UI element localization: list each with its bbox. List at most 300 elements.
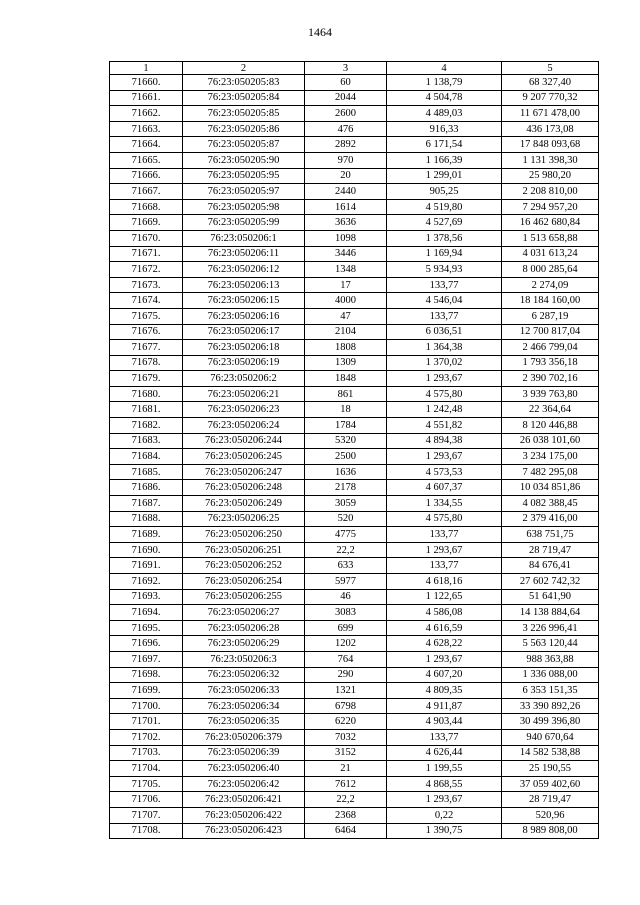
row-number-cell: 71697.	[110, 651, 183, 667]
area-cell: 476	[305, 121, 387, 137]
row-number-cell: 71664.	[110, 137, 183, 153]
row-number-cell: 71674.	[110, 293, 183, 309]
area-cell: 2368	[305, 807, 387, 823]
cadastral-value-cell: 28 719,47	[502, 792, 599, 808]
specific-value-cell: 133,77	[387, 527, 502, 543]
cadastral-number-cell: 76:23:050206:247	[183, 464, 305, 480]
specific-value-cell: 4 504,78	[387, 90, 502, 106]
table-row	[110, 168, 599, 184]
table-row	[110, 324, 599, 340]
column-header-3: 3	[305, 62, 387, 75]
area-cell: 1848	[305, 371, 387, 387]
row-number-cell: 71679.	[110, 371, 183, 387]
specific-value-cell: 1 138,79	[387, 75, 502, 91]
specific-value-cell: 1 370,02	[387, 355, 502, 371]
cadastral-number-cell: 76:23:050205:87	[183, 137, 305, 153]
specific-value-cell: 1 122,65	[387, 589, 502, 605]
row-number-cell: 71682.	[110, 418, 183, 434]
cadastral-number-cell: 76:23:050205:99	[183, 215, 305, 231]
table-row	[110, 558, 599, 574]
area-cell: 970	[305, 152, 387, 168]
cadastral-number-cell: 76:23:050206:254	[183, 574, 305, 590]
area-cell: 699	[305, 620, 387, 636]
table-row	[110, 574, 599, 590]
column-header-5: 5	[502, 62, 599, 75]
row-number-cell: 71693.	[110, 589, 183, 605]
table-row	[110, 90, 599, 106]
row-number-cell: 71686.	[110, 480, 183, 496]
cadastral-number-cell: 76:23:050206:244	[183, 433, 305, 449]
cadastral-value-cell: 1 793 356,18	[502, 355, 599, 371]
cadastral-number-cell: 76:23:050205:85	[183, 106, 305, 122]
area-cell: 22,2	[305, 542, 387, 558]
area-cell: 6464	[305, 823, 387, 839]
cadastral-value-cell: 638 751,75	[502, 527, 599, 543]
table-header	[110, 62, 599, 75]
area-cell: 4775	[305, 527, 387, 543]
area-cell: 1309	[305, 355, 387, 371]
cadastral-value-cell: 4 031 613,24	[502, 246, 599, 262]
area-cell: 7612	[305, 776, 387, 792]
specific-value-cell: 133,77	[387, 729, 502, 745]
area-cell: 17	[305, 277, 387, 293]
cadastral-number-cell: 76:23:050205:97	[183, 184, 305, 200]
cadastral-number-cell: 76:23:050205:84	[183, 90, 305, 106]
cadastral-number-cell: 76:23:050206:3	[183, 651, 305, 667]
table-row	[110, 511, 599, 527]
row-number-cell: 71703.	[110, 745, 183, 761]
specific-value-cell: 916,33	[387, 121, 502, 137]
cadastral-number-cell: 76:23:050205:90	[183, 152, 305, 168]
table-row	[110, 262, 599, 278]
table-row	[110, 402, 599, 418]
cadastral-value-cell: 8 000 285,64	[502, 262, 599, 278]
table-row	[110, 807, 599, 823]
cadastral-value-cell: 25 980,20	[502, 168, 599, 184]
table-row	[110, 106, 599, 122]
cadastral-value-cell: 6 287,19	[502, 308, 599, 324]
specific-value-cell: 4 809,35	[387, 683, 502, 699]
specific-value-cell: 4 586,08	[387, 605, 502, 621]
row-number-cell: 71688.	[110, 511, 183, 527]
area-cell: 20	[305, 168, 387, 184]
specific-value-cell: 4 903,44	[387, 714, 502, 730]
table-body	[110, 75, 599, 839]
cadastral-number-cell: 76:23:050206:29	[183, 636, 305, 652]
cadastral-number-cell: 76:23:050206:11	[183, 246, 305, 262]
cadastral-value-cell: 33 390 892,26	[502, 698, 599, 714]
cadastral-number-cell: 76:23:050206:24	[183, 418, 305, 434]
area-cell: 6220	[305, 714, 387, 730]
row-number-cell: 71681.	[110, 402, 183, 418]
row-number-cell: 71680.	[110, 386, 183, 402]
cadastral-value-cell: 51 641,90	[502, 589, 599, 605]
cadastral-number-cell: 76:23:050206:27	[183, 605, 305, 621]
specific-value-cell: 1 299,01	[387, 168, 502, 184]
cadastral-number-cell: 76:23:050206:2	[183, 371, 305, 387]
row-number-cell: 71670.	[110, 230, 183, 246]
cadastral-value-cell: 25 190,55	[502, 761, 599, 777]
cadastral-value-cell: 26 038 101,60	[502, 433, 599, 449]
row-number-cell: 71683.	[110, 433, 183, 449]
specific-value-cell: 1 390,75	[387, 823, 502, 839]
row-number-cell: 71690.	[110, 542, 183, 558]
cadastral-number-cell: 76:23:050206:421	[183, 792, 305, 808]
row-number-cell: 71689.	[110, 527, 183, 543]
cadastral-value-cell: 10 034 851,86	[502, 480, 599, 496]
cadastral-value-cell: 27 602 742,32	[502, 574, 599, 590]
area-cell: 21	[305, 761, 387, 777]
row-number-cell: 71660.	[110, 75, 183, 91]
cadastral-value-cell: 940 670,64	[502, 729, 599, 745]
cadastral-value-cell: 14 582 538,88	[502, 745, 599, 761]
row-number-cell: 71672.	[110, 262, 183, 278]
cadastral-number-cell: 76:23:050205:83	[183, 75, 305, 91]
table-row	[110, 199, 599, 215]
table-row	[110, 137, 599, 153]
area-cell: 1348	[305, 262, 387, 278]
table-row	[110, 714, 599, 730]
area-cell: 3152	[305, 745, 387, 761]
cadastral-number-cell: 76:23:050206:379	[183, 729, 305, 745]
cadastral-value-cell: 3 226 996,41	[502, 620, 599, 636]
cadastral-value-cell: 1 336 088,00	[502, 667, 599, 683]
table-row	[110, 698, 599, 714]
cadastral-number-cell: 76:23:050206:40	[183, 761, 305, 777]
specific-value-cell: 4 607,37	[387, 480, 502, 496]
area-cell: 1636	[305, 464, 387, 480]
cadastral-number-cell: 76:23:050206:422	[183, 807, 305, 823]
specific-value-cell: 4 575,80	[387, 511, 502, 527]
cadastral-value-cell: 14 138 884,64	[502, 605, 599, 621]
table-row	[110, 527, 599, 543]
row-number-cell: 71665.	[110, 152, 183, 168]
table-row	[110, 449, 599, 465]
row-number-cell: 71692.	[110, 574, 183, 590]
row-number-cell: 71695.	[110, 620, 183, 636]
area-cell: 520	[305, 511, 387, 527]
column-header-4: 4	[387, 62, 502, 75]
specific-value-cell: 4 911,87	[387, 698, 502, 714]
specific-value-cell: 133,77	[387, 277, 502, 293]
specific-value-cell: 5 934,93	[387, 262, 502, 278]
specific-value-cell: 4 894,38	[387, 433, 502, 449]
row-number-cell: 71663.	[110, 121, 183, 137]
row-number-cell: 71667.	[110, 184, 183, 200]
cadastral-number-cell: 76:23:050206:13	[183, 277, 305, 293]
cadastral-number-cell: 76:23:050206:252	[183, 558, 305, 574]
cadastral-number-cell: 76:23:050206:34	[183, 698, 305, 714]
specific-value-cell: 4 626,44	[387, 745, 502, 761]
cadastral-value-cell: 17 848 093,68	[502, 137, 599, 153]
cadastral-value-cell: 2 208 810,00	[502, 184, 599, 200]
row-number-cell: 71694.	[110, 605, 183, 621]
row-number-cell: 71700.	[110, 698, 183, 714]
area-cell: 1808	[305, 340, 387, 356]
row-number-cell: 71696.	[110, 636, 183, 652]
area-cell: 861	[305, 386, 387, 402]
table-row	[110, 293, 599, 309]
cadastral-value-cell: 9 207 770,32	[502, 90, 599, 106]
area-cell: 2044	[305, 90, 387, 106]
table-row	[110, 683, 599, 699]
specific-value-cell: 1 293,67	[387, 651, 502, 667]
cadastral-value-cell: 30 499 396,80	[502, 714, 599, 730]
cadastral-value-cell: 22 364,64	[502, 402, 599, 418]
specific-value-cell: 1 293,67	[387, 792, 502, 808]
table-row	[110, 745, 599, 761]
row-number-cell: 71699.	[110, 683, 183, 699]
cadastral-value-cell: 520,96	[502, 807, 599, 823]
cadastral-value-cell: 436 173,08	[502, 121, 599, 137]
area-cell: 18	[305, 402, 387, 418]
area-cell: 6798	[305, 698, 387, 714]
specific-value-cell: 1 378,56	[387, 230, 502, 246]
cadastral-number-cell: 76:23:050206:19	[183, 355, 305, 371]
table-row	[110, 729, 599, 745]
area-cell: 2104	[305, 324, 387, 340]
cadastral-number-cell: 76:23:050205:95	[183, 168, 305, 184]
cadastral-value-cell: 18 184 160,00	[502, 293, 599, 309]
cadastral-number-cell: 76:23:050206:255	[183, 589, 305, 605]
row-number-cell: 71707.	[110, 807, 183, 823]
cadastral-number-cell: 76:23:050206:28	[183, 620, 305, 636]
table-row	[110, 418, 599, 434]
cadastral-value-cell: 8 120 446,88	[502, 418, 599, 434]
cadastral-value-cell: 16 462 680,84	[502, 215, 599, 231]
table-row	[110, 792, 599, 808]
cadastral-number-cell: 76:23:050206:42	[183, 776, 305, 792]
table-row	[110, 75, 599, 91]
row-number-cell: 71662.	[110, 106, 183, 122]
cadastral-value-cell: 7 482 295,08	[502, 464, 599, 480]
table-row	[110, 620, 599, 636]
table-row	[110, 152, 599, 168]
specific-value-cell: 0,22	[387, 807, 502, 823]
table-row	[110, 776, 599, 792]
row-number-cell: 71671.	[110, 246, 183, 262]
table-row	[110, 308, 599, 324]
cadastral-number-cell: 76:23:050206:248	[183, 480, 305, 496]
row-number-cell: 71668.	[110, 199, 183, 215]
specific-value-cell: 1 169,94	[387, 246, 502, 262]
area-cell: 2178	[305, 480, 387, 496]
specific-value-cell: 1 364,38	[387, 340, 502, 356]
cadastral-value-cell: 2 390 702,16	[502, 371, 599, 387]
row-number-cell: 71661.	[110, 90, 183, 106]
cadastral-number-cell: 76:23:050206:25	[183, 511, 305, 527]
row-number-cell: 71685.	[110, 464, 183, 480]
row-number-cell: 71669.	[110, 215, 183, 231]
cadastral-value-cell: 1 513 658,88	[502, 230, 599, 246]
cadastral-value-cell: 68 327,40	[502, 75, 599, 91]
cadastral-number-cell: 76:23:050206:15	[183, 293, 305, 309]
area-cell: 22,2	[305, 792, 387, 808]
page-number: 1464	[308, 25, 332, 39]
specific-value-cell: 1 166,39	[387, 152, 502, 168]
area-cell: 3446	[305, 246, 387, 262]
cadastral-number-cell: 76:23:050206:250	[183, 527, 305, 543]
cadastral-number-cell: 76:23:050206:39	[183, 745, 305, 761]
cadastral-value-cell: 6 353 151,35	[502, 683, 599, 699]
area-cell: 4000	[305, 293, 387, 309]
area-cell: 60	[305, 75, 387, 91]
table-row	[110, 246, 599, 262]
area-cell: 2440	[305, 184, 387, 200]
specific-value-cell: 4 868,55	[387, 776, 502, 792]
specific-value-cell: 133,77	[387, 308, 502, 324]
area-cell: 5977	[305, 574, 387, 590]
cadastral-number-cell: 76:23:050206:423	[183, 823, 305, 839]
cadastral-value-cell: 7 294 957,20	[502, 199, 599, 215]
area-cell: 5320	[305, 433, 387, 449]
column-header-1: 1	[110, 62, 183, 75]
row-number-cell: 71687.	[110, 496, 183, 512]
cadastral-number-cell: 76:23:050206:17	[183, 324, 305, 340]
specific-value-cell: 6 171,54	[387, 137, 502, 153]
column-header-2: 2	[183, 62, 305, 75]
table-row	[110, 184, 599, 200]
cadastral-value-cell: 37 059 402,60	[502, 776, 599, 792]
table-row	[110, 355, 599, 371]
cadastral-number-cell: 76:23:050205:98	[183, 199, 305, 215]
cadastral-value-table	[109, 61, 599, 839]
table-row	[110, 605, 599, 621]
specific-value-cell: 905,25	[387, 184, 502, 200]
table-row	[110, 761, 599, 777]
specific-value-cell: 133,77	[387, 558, 502, 574]
table-row	[110, 823, 599, 839]
table-row	[110, 651, 599, 667]
area-cell: 290	[305, 667, 387, 683]
specific-value-cell: 4 607,20	[387, 667, 502, 683]
row-number-cell: 71675.	[110, 308, 183, 324]
table-row	[110, 464, 599, 480]
table-row	[110, 386, 599, 402]
cadastral-number-cell: 76:23:050206:21	[183, 386, 305, 402]
cadastral-value-cell: 3 234 175,00	[502, 449, 599, 465]
area-cell: 1202	[305, 636, 387, 652]
table-row	[110, 340, 599, 356]
specific-value-cell: 4 618,16	[387, 574, 502, 590]
area-cell: 3059	[305, 496, 387, 512]
row-number-cell: 71704.	[110, 761, 183, 777]
area-cell: 1321	[305, 683, 387, 699]
specific-value-cell: 4 551,82	[387, 418, 502, 434]
area-cell: 2892	[305, 137, 387, 153]
table-row	[110, 215, 599, 231]
row-number-cell: 71673.	[110, 277, 183, 293]
table-row	[110, 636, 599, 652]
cadastral-value-cell: 2 466 799,04	[502, 340, 599, 356]
cadastral-value-cell: 11 671 478,00	[502, 106, 599, 122]
row-number-cell: 71676.	[110, 324, 183, 340]
specific-value-cell: 4 546,04	[387, 293, 502, 309]
cadastral-value-cell: 28 719,47	[502, 542, 599, 558]
header-row	[110, 62, 599, 75]
area-cell: 3083	[305, 605, 387, 621]
row-number-cell: 71708.	[110, 823, 183, 839]
table-row	[110, 480, 599, 496]
row-number-cell: 71701.	[110, 714, 183, 730]
area-cell: 2500	[305, 449, 387, 465]
cadastral-value-cell: 5 563 120,44	[502, 636, 599, 652]
cadastral-number-cell: 76:23:050206:249	[183, 496, 305, 512]
row-number-cell: 71691.	[110, 558, 183, 574]
cadastral-value-cell: 988 363,88	[502, 651, 599, 667]
table-row	[110, 371, 599, 387]
row-number-cell: 71666.	[110, 168, 183, 184]
cadastral-number-cell: 76:23:050206:251	[183, 542, 305, 558]
area-cell: 1784	[305, 418, 387, 434]
specific-value-cell: 1 293,67	[387, 449, 502, 465]
cadastral-number-cell: 76:23:050206:245	[183, 449, 305, 465]
row-number-cell: 71705.	[110, 776, 183, 792]
specific-value-cell: 1 242,48	[387, 402, 502, 418]
table-row	[110, 667, 599, 683]
cadastral-value-cell: 12 700 817,04	[502, 324, 599, 340]
row-number-cell: 71698.	[110, 667, 183, 683]
area-cell: 1098	[305, 230, 387, 246]
area-cell: 764	[305, 651, 387, 667]
cadastral-number-cell: 76:23:050206:16	[183, 308, 305, 324]
row-number-cell: 71702.	[110, 729, 183, 745]
specific-value-cell: 4 519,80	[387, 199, 502, 215]
cadastral-value-cell: 3 939 763,80	[502, 386, 599, 402]
table-row	[110, 121, 599, 137]
area-cell: 633	[305, 558, 387, 574]
area-cell: 3636	[305, 215, 387, 231]
table-row	[110, 542, 599, 558]
cadastral-number-cell: 76:23:050205:86	[183, 121, 305, 137]
cadastral-value-cell: 2 379 416,00	[502, 511, 599, 527]
specific-value-cell: 6 036,51	[387, 324, 502, 340]
specific-value-cell: 4 527,69	[387, 215, 502, 231]
table-row	[110, 433, 599, 449]
cadastral-number-cell: 76:23:050206:32	[183, 667, 305, 683]
table-row	[110, 230, 599, 246]
table-row	[110, 589, 599, 605]
specific-value-cell: 1 334,55	[387, 496, 502, 512]
cadastral-number-cell: 76:23:050206:1	[183, 230, 305, 246]
specific-value-cell: 4 616,59	[387, 620, 502, 636]
specific-value-cell: 4 575,80	[387, 386, 502, 402]
row-number-cell: 71677.	[110, 340, 183, 356]
specific-value-cell: 1 293,67	[387, 371, 502, 387]
table-row	[110, 496, 599, 512]
cadastral-number-cell: 76:23:050206:12	[183, 262, 305, 278]
row-number-cell: 71706.	[110, 792, 183, 808]
specific-value-cell: 4 628,22	[387, 636, 502, 652]
specific-value-cell: 1 199,55	[387, 761, 502, 777]
specific-value-cell: 4 573,53	[387, 464, 502, 480]
row-number-cell: 71678.	[110, 355, 183, 371]
area-cell: 7032	[305, 729, 387, 745]
table-row	[110, 277, 599, 293]
cadastral-number-cell: 76:23:050206:23	[183, 402, 305, 418]
area-cell: 46	[305, 589, 387, 605]
cadastral-value-cell: 1 131 398,30	[502, 152, 599, 168]
specific-value-cell: 4 489,03	[387, 106, 502, 122]
row-number-cell: 71684.	[110, 449, 183, 465]
specific-value-cell: 1 293,67	[387, 542, 502, 558]
area-cell: 47	[305, 308, 387, 324]
cadastral-number-cell: 76:23:050206:18	[183, 340, 305, 356]
cadastral-value-cell: 4 082 388,45	[502, 496, 599, 512]
cadastral-number-cell: 76:23:050206:35	[183, 714, 305, 730]
cadastral-value-cell: 8 989 808,00	[502, 823, 599, 839]
area-cell: 1614	[305, 199, 387, 215]
